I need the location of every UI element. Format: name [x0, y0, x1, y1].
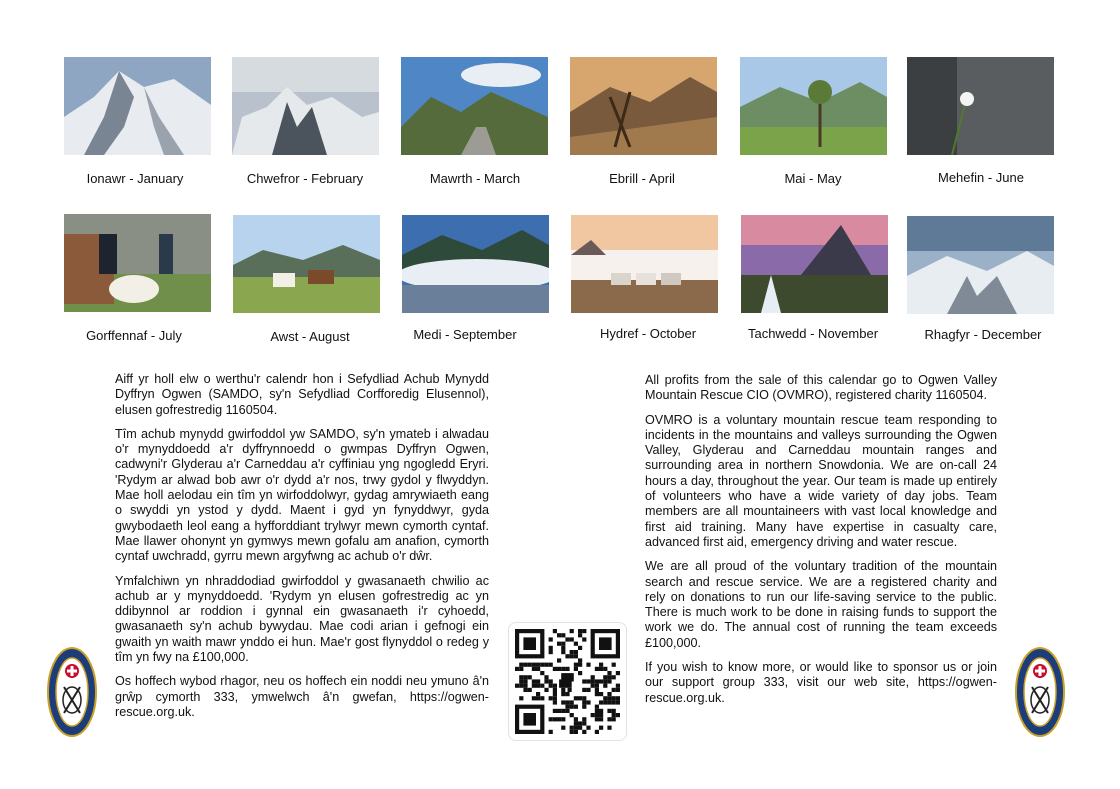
photo-february: [232, 57, 379, 155]
welsh-paragraph: Tîm achub mynydd gwirfoddol yw SAMDO, sy'n ymateb i alwadau o'r mynyddoedd a'r dyffrynnoedd o gwmpas Dyffryn Ogwen, cadwyni'r Glyderau a'r Carneddau a'r cyffiniau yng ngogledd Eryri. 'Rydym ar alwad bob awr o'r dydd a'r nos, trwy gydol y flwyddyn. Mae holl aelodau ein tîm yn wirfoddolwyr, gydag amrywiaeth eang o swyddi yn ystod y dydd. Maent i gyd yn fynyddwyr, gyda gwybodaeth leol eang a hyfforddiant trylwyr mewn cymorth cyntaf. Mae llawer ohonynt yn gymwys mewn gofalu am anafion, cymorth cyntaf uwchradd, gyrru mewn argyfwng ac achub o'r dŵr.: [115, 426, 489, 564]
ogwen-rescue-badge: [1015, 647, 1065, 737]
photo-march: [401, 57, 548, 155]
photo-december: [907, 216, 1054, 314]
photo-october: [571, 215, 718, 313]
caption-november: Tachwedd - November: [747, 326, 879, 341]
welsh-paragraph: Os hoffech wybod rhagor, neu os hoffech ein noddi neu ymuno â'n grŵp cymorth 333, ymwelwch â'n gwefan, https://ogwen-rescue.org.uk.: [115, 674, 489, 719]
caption-may: Mai - May: [784, 171, 842, 186]
photo-july: [64, 214, 211, 312]
english-paragraph: If you wish to know more, or would like to sponsor us or join our support group 333, visit our web site, https://ogwen-rescue.org.uk.: [645, 660, 997, 705]
welsh-paragraph: Aiff yr holl elw o werthu'r calendr hon i Sefydliad Achub Mynydd Dyffryn Ogwen (SAMDO, sy'n Sefydliad Corfforedig Elusennol), elusen gofrestredig 1160504.: [115, 372, 489, 417]
photo-may: [740, 57, 887, 155]
english-text-column: [645, 373, 997, 715]
caption-february: Chwefror - February: [246, 171, 364, 186]
caption-july: Gorffennaf - July: [86, 328, 182, 343]
caption-august: Awst - August: [270, 329, 350, 344]
photo-june: [907, 57, 1054, 155]
english-paragraph: All profits from the sale of this calendar go to Ogwen Valley Mountain Rescue CIO (OVMRO), registered charity 1160504.: [645, 373, 997, 403]
photo-august: [233, 215, 380, 313]
caption-april: Ebrill - April: [609, 171, 675, 186]
qr-code-icon: [508, 622, 627, 741]
caption-december: Rhagfyr - December: [924, 327, 1042, 342]
photo-april: [570, 57, 717, 155]
english-paragraph: We are all proud of the voluntary tradition of the mountain search and rescue service. We are a registered charity and rely on donations to run our life-saving service to the public. There is much work to be done in raising funds to support the work we do. The annual cost of running the team exceeds £100,000.: [645, 559, 997, 650]
caption-june: Mehefin - June: [938, 170, 1024, 185]
caption-october: Hydref - October: [599, 326, 697, 341]
english-paragraph: OVMRO is a voluntary mountain rescue team responding to incidents in the mountains and valleys surrounding the Ogwen Valley, Glyderau and Carneddau mountain ranges and surrounding area in northern Snowdonia. We are on-call 24 hours a day, throughout the year. Our team is made up entirely of volunteers who have a wide variety of day jobs. Team members are all mountaineers with vast local knowledge and first aid training. Many have expertise in casualty care, advanced first aid, emergency driving and water rescue.: [645, 412, 997, 549]
welsh-paragraph: Ymfalchiwn yn nhraddodiad gwirfoddol y gwasanaeth chwilio ac achub ar y mynyddoedd. 'Rydym yn elusen gofrestredig ac yn ddibynnol ar roddion i gynnal ein gwasanaeth i'r cyhoedd, gwasanaeth sy'n achub bywydau. Mae codi arian i gefnogi ein gwaith yn waith mawr ynddo ei hun. Mae'r gost flynyddol o redeg y tîm yn fwy na £100,000.: [115, 573, 489, 665]
caption-january: Ionawr - January: [86, 171, 184, 186]
photo-september: [402, 215, 549, 313]
caption-september: Medi - September: [413, 327, 517, 342]
welsh-text-column: [115, 372, 489, 729]
photo-november: [741, 215, 888, 313]
ogwen-rescue-badge: [47, 647, 97, 737]
caption-march: Mawrth - March: [429, 171, 521, 186]
photo-january: [64, 57, 211, 155]
